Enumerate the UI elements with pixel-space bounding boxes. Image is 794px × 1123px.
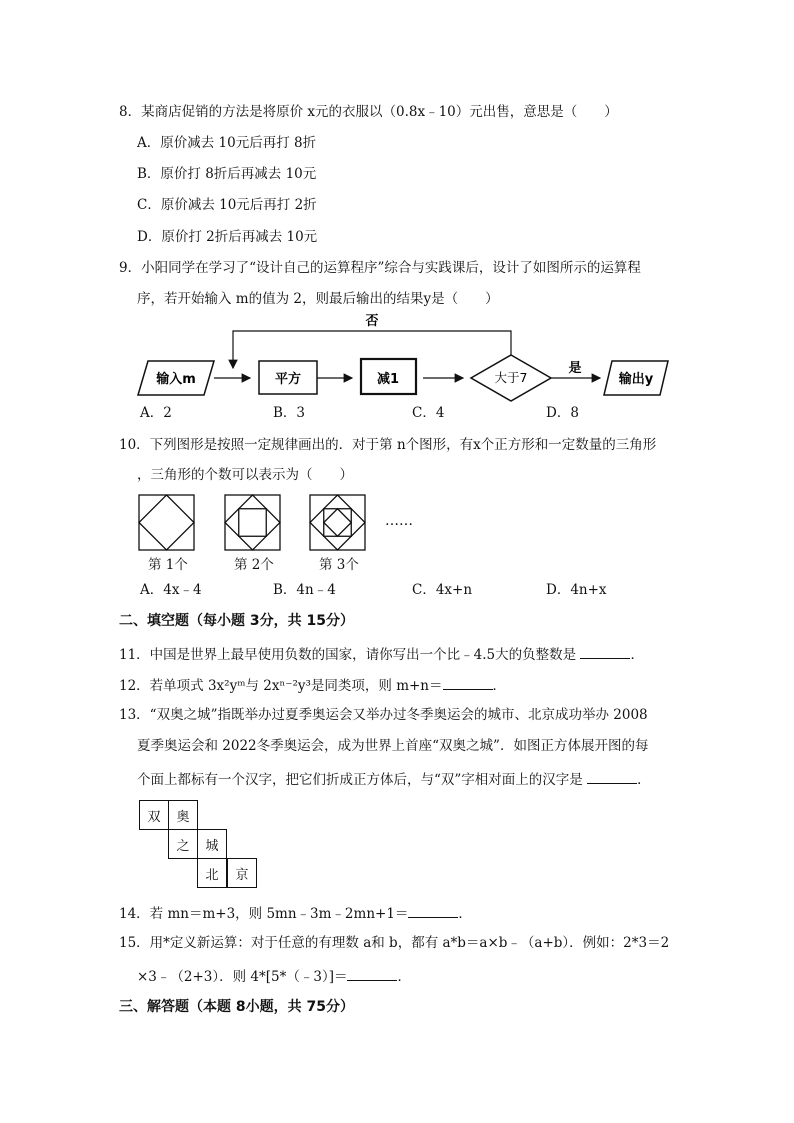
net-cell-zhi: 之 xyxy=(168,829,198,859)
q10-option-a: A．4x﹣4 xyxy=(140,582,202,598)
q10-stem-line1: 10．下列图形是按照一定规律画出的．对于第 n个图形，有x个正方形和一定数量的三角形 xyxy=(119,437,657,453)
q9-option-b: B．3 xyxy=(273,405,306,421)
q15-line2: ×3﹣（2+3）．则 4*[5*（﹣3）]＝ ． xyxy=(137,966,411,986)
q15-answer-blank[interactable] xyxy=(347,966,397,981)
q9-stem-line2: 序，若开始输入 m的值为 2，则最后输出的结果y是（ ） xyxy=(137,291,499,307)
flow-minus-label: 减1 xyxy=(376,372,400,387)
q13-answer-blank[interactable] xyxy=(587,769,637,784)
flow-yes-label: 是 xyxy=(568,361,582,376)
q11: 11．中国是世界上最早使用负数的国家，请你写出一个比﹣4.5大的负整数是 ． xyxy=(119,644,644,664)
net-cell-shuang: 双 xyxy=(139,800,169,830)
q12: 12．若单项式 3x²yᵐ与 2xⁿ⁻²y³是同类项，则 m+n＝ ． xyxy=(119,675,506,695)
section-2-heading: 二、填空题（每小题 3分，共 15分） xyxy=(119,613,354,629)
figure-1 xyxy=(139,495,194,550)
q10-option-b: B．4n﹣4 xyxy=(273,582,336,598)
q14-answer-blank[interactable] xyxy=(408,903,458,918)
q14: 14．若 mn＝m+3，则 5mn﹣3m﹣2mn+1＝ ． xyxy=(119,903,472,923)
q10-caption-3: 第 3个 xyxy=(319,557,359,573)
q13-line1: 13．“双奥之城”指既举办过夏季奥运会又举办过冬季奥运会的城市、北京成功举办 2008 xyxy=(119,707,648,723)
q15-line1: 15．用*定义新运算：对于任意的有理数 a和 b，都有 a*b＝a×b﹣（a+b）．例如：2*3＝2 xyxy=(119,935,670,951)
q9-option-d: D．8 xyxy=(546,405,579,421)
q8-option-d: D．原价打 2折后再减去 10元 xyxy=(137,229,318,245)
q10-caption-1: 第 1个 xyxy=(148,557,188,573)
q8-option-b: B．原价打 8折后再减去 10元 xyxy=(137,166,317,182)
q10-option-d: D．4n+x xyxy=(546,582,607,598)
q10-stem-line2: ，三角形的个数可以表示为（ ） xyxy=(137,467,353,483)
q10-caption-2: 第 2个 xyxy=(234,557,274,573)
q8-stem: 8．某商店促销的方法是将原价 x元的衣服以（0.8x﹣10）元出售，意思是（ ） xyxy=(119,104,618,120)
q11-answer-blank[interactable] xyxy=(580,644,630,659)
net-cell-ao: 奥 xyxy=(168,800,198,830)
flow-square-label: 平方 xyxy=(274,372,302,387)
figure-2 xyxy=(225,495,280,550)
flow-decision-label: 大于7 xyxy=(494,370,528,385)
q9-option-a: A．2 xyxy=(140,405,172,421)
figure-3 xyxy=(310,495,365,550)
q9-stem-line1: 9．小阳同学在学习了“设计自己的运算程序”综合与实践课后，设计了如图所示的运算程 xyxy=(119,260,641,276)
flow-input-label: 输入m xyxy=(156,372,196,387)
q9-option-c: C．4 xyxy=(412,405,445,421)
q10-figures xyxy=(0,0,794,560)
flow-no-label: 否 xyxy=(365,314,379,329)
q8-option-a: A．原价减去 10元后再打 8折 xyxy=(137,135,317,151)
q8-option-c: C．原价减去 10元后再打 2折 xyxy=(137,197,317,213)
q13-line2: 夏季奥运会和 2022冬季奥运会，成为世界上首座“双奥之城”．如图正方体展开图的每 xyxy=(137,738,649,754)
q10-ellipsis: …… xyxy=(385,513,413,529)
q13-line3: 个面上都标有一个汉字，把它们折成正方体后，与“双”字相对面上的汉字是 ． xyxy=(137,769,651,789)
net-cell-bei: 北 xyxy=(197,858,227,888)
q10-option-c: C．4x+n xyxy=(412,582,473,598)
q12-answer-blank[interactable] xyxy=(443,675,493,690)
net-cell-jing: 京 xyxy=(227,858,257,888)
section-3-heading: 三、解答题（本题 8小题，共 75分） xyxy=(119,999,354,1015)
net-cell-cheng: 城 xyxy=(197,829,227,859)
flow-output-label: 输出y xyxy=(618,372,654,387)
